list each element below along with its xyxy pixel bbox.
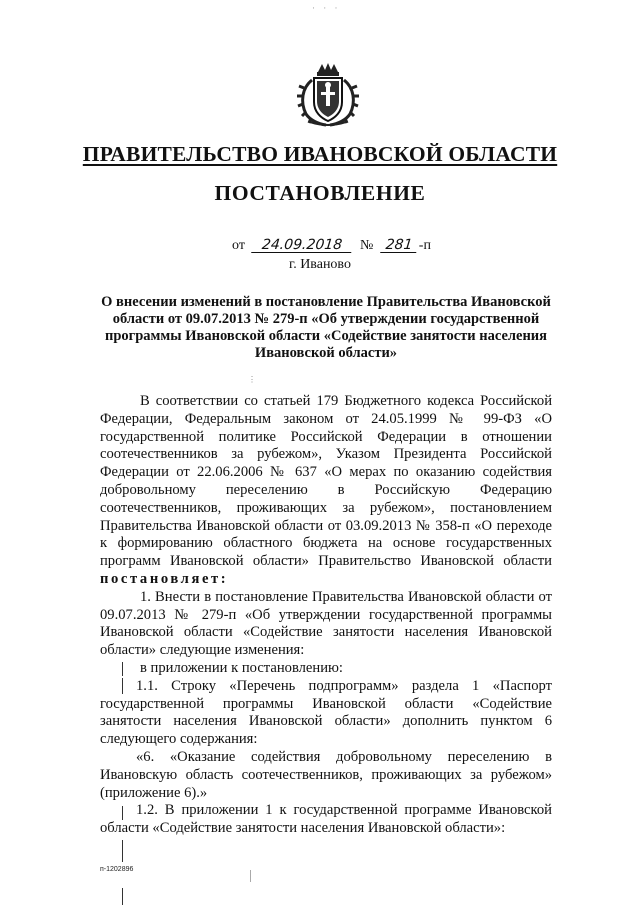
document-type: ПОСТАНОВЛЕНИЕ — [214, 181, 426, 205]
margin-mark — [122, 840, 123, 862]
date-number-line — [232, 238, 431, 254]
margin-mark — [122, 662, 123, 676]
margin-mark — [122, 678, 123, 694]
margin-mark — [250, 870, 251, 882]
item-1-2: 1.2. В приложении 1 к государственной программе Ивановской области «Содействие занятости населения Ивановской области»: — [100, 802, 552, 837]
appendix-line: в приложении к постановлению: — [140, 659, 343, 676]
number-prefix: № — [359, 238, 374, 253]
scan-dots: · · · — [312, 3, 341, 13]
document-body — [100, 393, 552, 838]
city: г. Иваново — [289, 257, 351, 272]
handwritten-number: 281 — [380, 238, 418, 253]
margin-mark — [122, 806, 123, 820]
margin-mark — [122, 888, 123, 905]
quote-item-6: «6. «Оказание содействия добровольному переселению в Ивановскую область соотечественников, проживающих за рубежом» (приложение 6).» — [100, 748, 552, 801]
item-1: 1. Внести в постановление Правительства Ивановской области от 09.07.2013 № 279-п «Об утверждении государственной программы Ивановской области «Содействие занятости населения Ивановской области» следующие изменения: — [100, 588, 552, 659]
preamble-paragraph: В соответствии со статьей 179 Бюджетного кодекса Российской Федерации, Федеральным законом от 24.05.1999 № 99-ФЗ «О государственной политике Российской Федерации в отношении соотечественников за рубежом», Указом Президента Российской Федерации от 22.06.2006 № 637 «О мерах по оказанию содействия добровольному переселению в Российскую Федерацию соотечественников, проживающих за рубежом», постановлением Правительства Ивановской области от 03.09.2013 № 358-п «О переходе к формированию областного бюджета на основе государственных программ Ивановской области» Правительство Ивановской области постановляет: — [100, 393, 552, 587]
document-subject: О внесении изменений в постановление Правительства Ивановской области от 09.07.2013 № 279-п «Об утверждении государственной программы Ивановской области «Содействие занятости населения Ивановской области» — [101, 294, 551, 361]
decides-keyword: постановляет: — [100, 570, 229, 587]
document-code: п-1202896 — [100, 866, 134, 873]
coat-of-arms-icon — [296, 62, 360, 128]
number-suffix: -п — [418, 238, 431, 253]
item-1-1: 1.1. Строку «Перечень подпрограмм» раздела 1 «Паспорт государственной программы Ивановской области «Содействие занятости населения Ивановской области» дополнить пунктом 6 следующего содержания: — [100, 677, 552, 748]
scan-mark: ⋮ — [248, 375, 256, 384]
organization-title: ПРАВИТЕЛЬСТВО ИВАНОВСКОЙ ОБЛАСТИ — [82, 142, 558, 166]
date-prefix: от — [232, 238, 245, 253]
handwritten-date: 24.09.2018 — [252, 238, 354, 253]
